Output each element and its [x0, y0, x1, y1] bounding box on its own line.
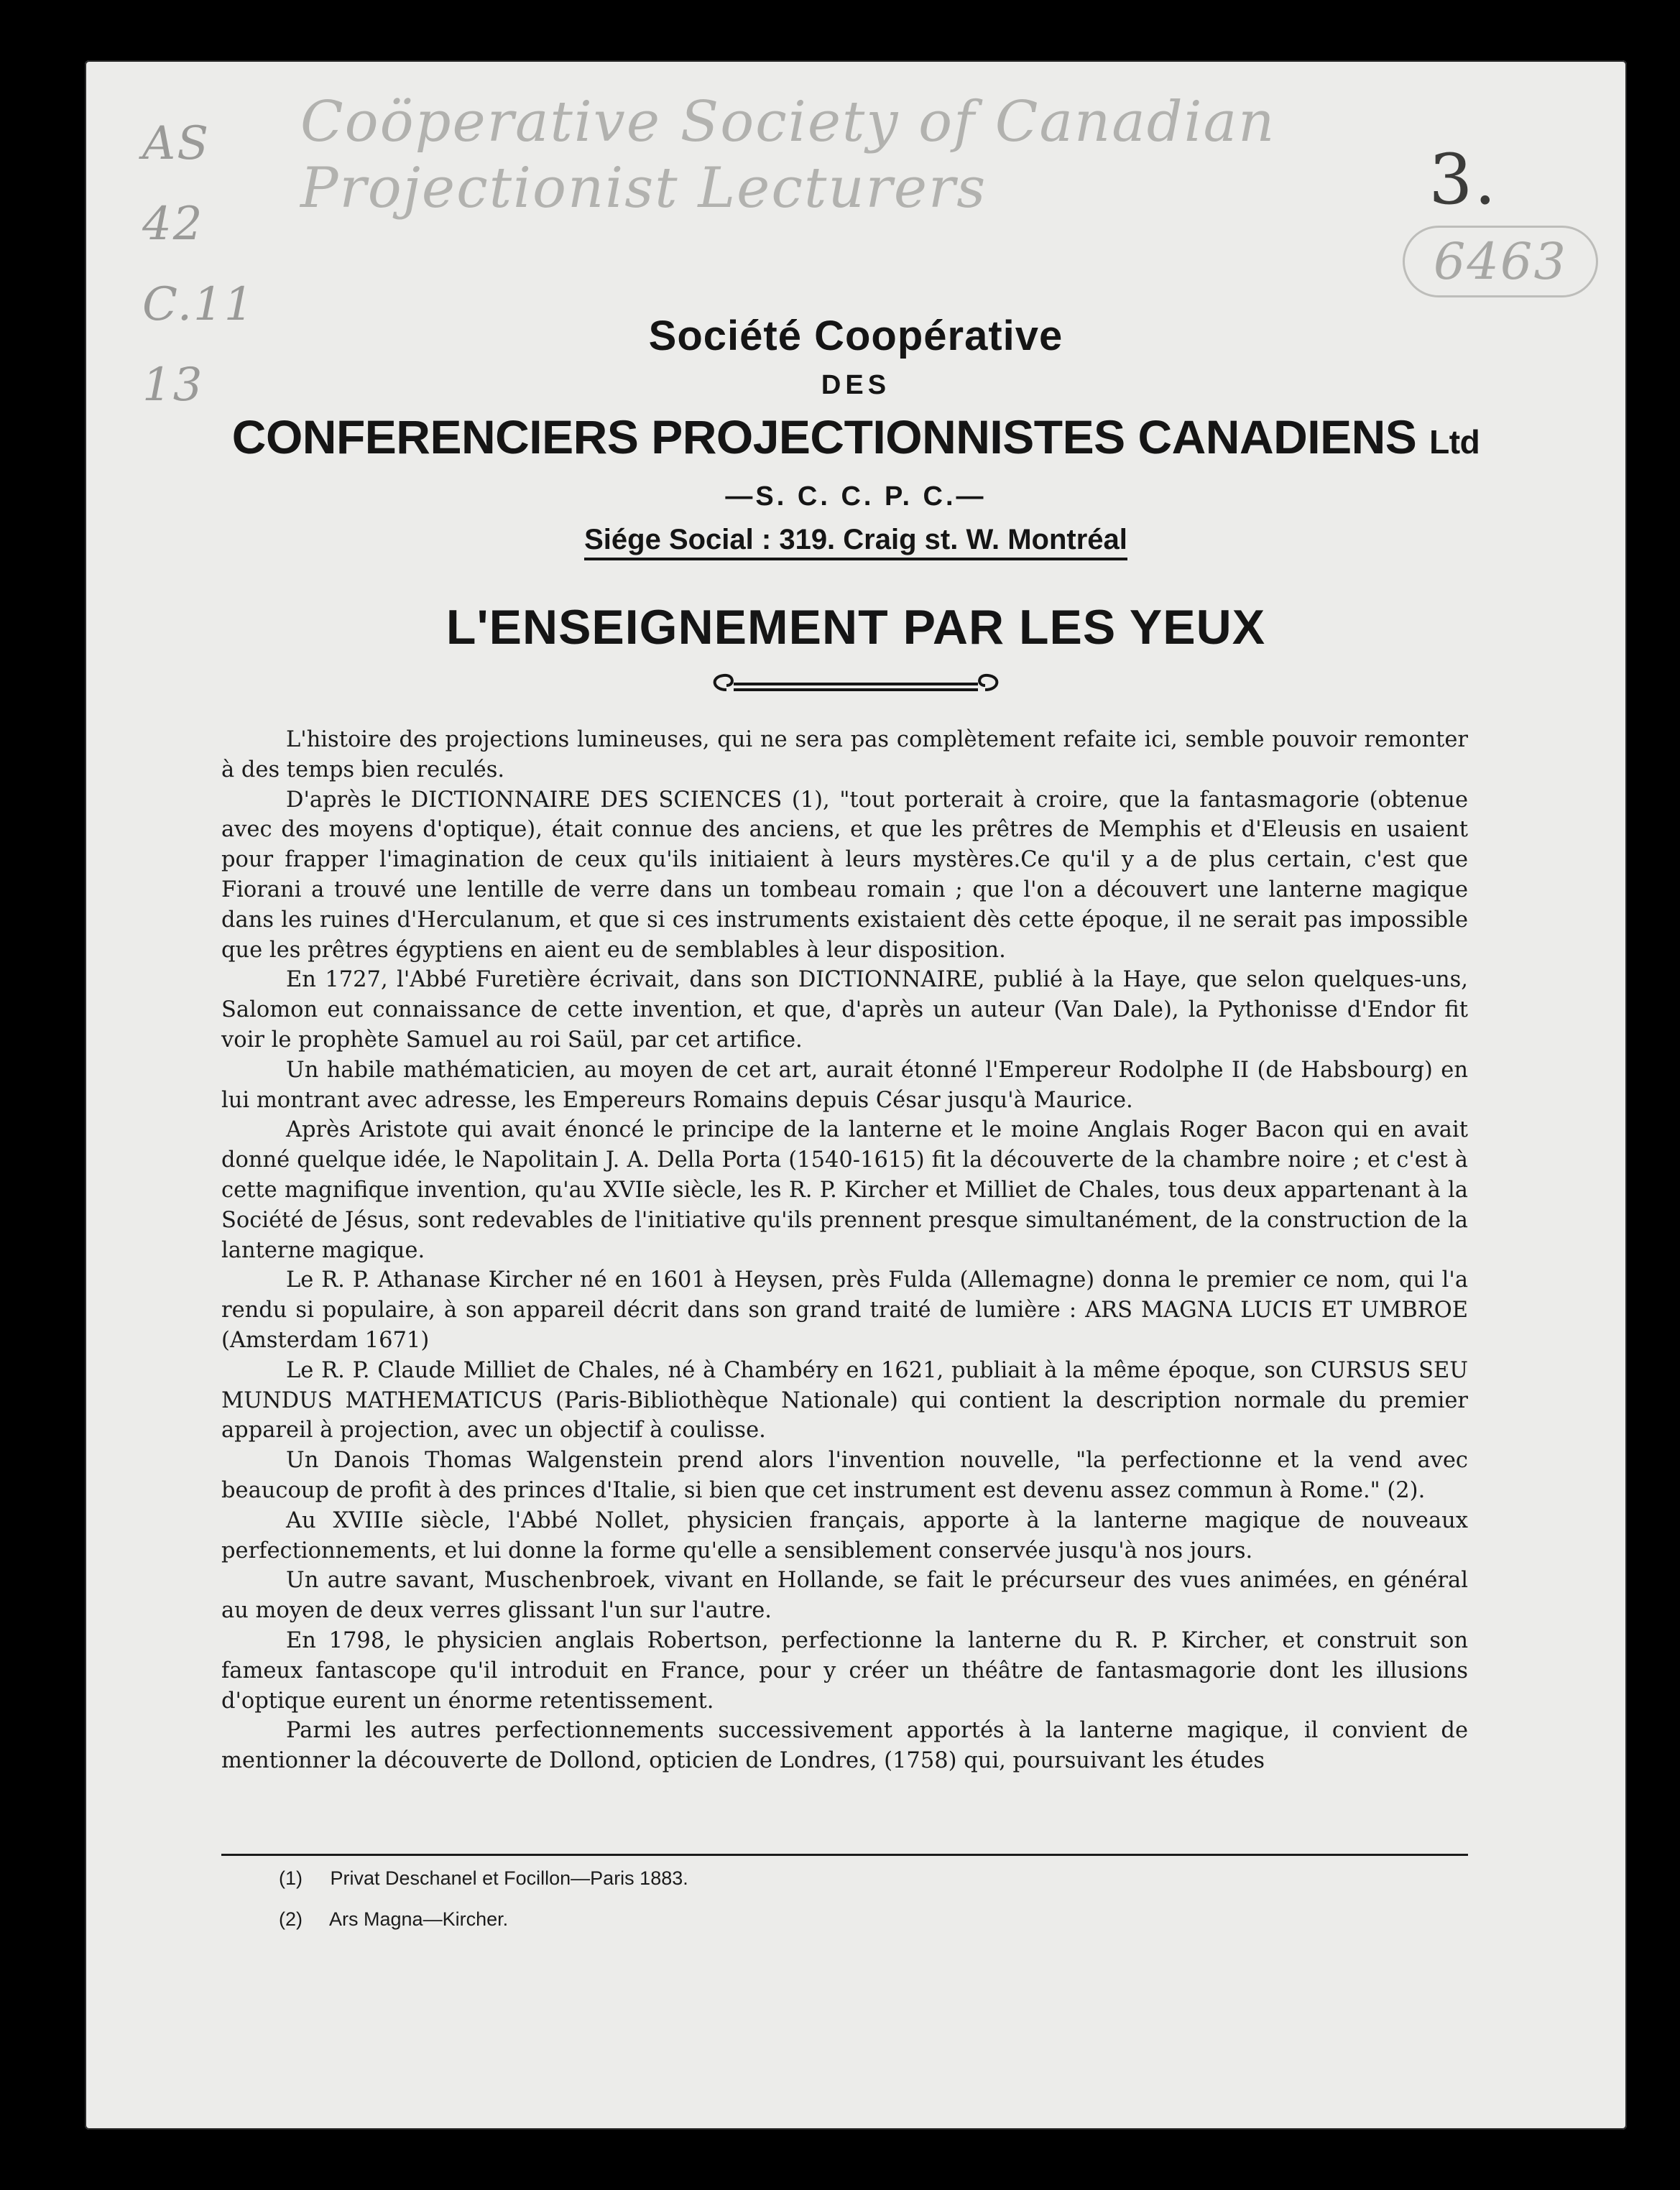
handwritten-title-note: Coöperative Society of Canadian Projectionist Lecturers — [300, 90, 1276, 221]
handwritten-page-number: 3. — [1429, 139, 1497, 220]
footnotes — [279, 1867, 1357, 1949]
scroll-ornament — [705, 668, 1007, 703]
footnote-text: Privat Deschanel et Focillon—Paris 1883. — [330, 1867, 688, 1889]
footnote-text: Ars Magna—Kircher. — [329, 1908, 509, 1930]
footnote-number: (1) — [279, 1867, 303, 1889]
society-des: DES — [821, 370, 891, 400]
organization-abbreviation: —S. C. C. P. C.— — [725, 481, 987, 512]
paragraph: Parmi les autres perfectionnements successivement apportés à la lanterne magique, il convient de mentionner la découverte de Dollond, opticien de Londres, (1758) qui, poursuivant les études — [221, 1718, 1468, 1774]
footnote — [279, 1908, 1357, 1931]
handwritten-code: AS — [142, 117, 211, 170]
handwritten-code: C.11 — [142, 278, 255, 331]
document-title: L'ENSEIGNEMENT PAR LES YEUX — [446, 600, 1266, 655]
paragraph: Un autre savant, Muschenbroek, vivant en Hollande, se fait le précurseur des vues animées, en général au moyen de deux verres glissant l'un sur l'autre. — [221, 1568, 1468, 1624]
letterhead — [85, 312, 1627, 703]
organization-ltd: Ltd — [1429, 423, 1480, 461]
paragraph: L'histoire des projections lumineuses, qui ne sera pas complètement refaite ici, semble pouvoir remonter à des temps bien reculés. — [221, 727, 1468, 782]
footnote — [279, 1867, 1357, 1890]
paragraph: En 1798, le physicien anglais Robertson, perfectionne la lanterne du R. P. Kircher, et construit son fameux fantascope qu'il introduit en France, pour y créer un théâtre de fantasmagorie dont les illusions d'optique eurent un énorme retentissement. — [221, 1627, 1468, 1714]
organization-main: CONFERENCIERS PROJECTIONNISTES CANADIENS — [231, 410, 1417, 463]
organization-name — [85, 410, 1627, 464]
footnote-divider — [221, 1854, 1468, 1856]
paragraph: Au XVIIIe siècle, l'Abbé Nollet, physicien français, apporte à la lanterne magique de nouveaux perfectionnements, et lui donne la forme qu'elle a sensiblement conservée jusqu'à nos jours. — [221, 1507, 1468, 1563]
paragraph: Le R. P. Claude Milliet de Chales, né à Chambéry en 1621, publiait à la même époque, son CURSUS SEU MUNDUS MATHEMATICUS (Paris-Bibliothèque Nationale) qui contient la description normale du premier appareil à projection, avec un objectif à coulisse. — [221, 1357, 1468, 1443]
paragraph: Un habile mathématicien, au moyen de cet art, aurait étonné l'Empereur Rodolphe II (de Habsbourg) en lui montrant avec adresse, les Empereurs Romains depuis César jusqu'à Maurice. — [221, 1057, 1468, 1113]
document-page — [85, 60, 1627, 2130]
paragraph: Un Danois Thomas Walgenstein prend alors l'invention nouvelle, "la perfectionne et la vend avec beaucoup de profit à des princes d'Italie, si bien que cet instrument est devenu assez commun à Rome." (2). — [221, 1448, 1468, 1503]
article-body — [221, 725, 1468, 1776]
handwritten-circled-number: 6463 — [1403, 226, 1598, 297]
handwritten-code: 13 — [142, 359, 204, 412]
paragraph: En 1727, l'Abbé Furetière écrivait, dans son DICTIONNAIRE, publié à la Haye, que selon quelques-uns, Salomon eut connaissance de cette invention, et que, d'après un auteur (Van Dale), la Pythonisse d'Endor fit voir le prophète Samuel au roi Saül, par cet artifice. — [221, 967, 1468, 1053]
footnote-number: (2) — [279, 1908, 303, 1930]
paragraph: Le R. P. Athanase Kircher né en 1601 à Heysen, près Fulda (Allemagne) donna le premier ce nom, qui l'a rendu si populaire, à son appareil décrit dans son grand traité de lumière : ARS MAGNA LUCIS ET UMBROE (Amsterdam 1671) — [221, 1267, 1468, 1353]
paragraph: D'après le DICTIONNAIRE DES SCIENCES (1), "tout porterait à croire, que la fantasmagorie (obtenue avec des moyens d'optique), était connue des anciens, et que les prêtres de Memphis et d'Eleusis en usaient pour frapper l'imagination de ceux qu'ils initiaient à leurs mystères.Ce qu'il y a de plus certain, c'est que Fiorani a trouvé une lentille de verre dans un tombeau romain ; que l'on a découvert une lanterne magique dans les ruines d'Herculanum, et que si ces instruments existaient dès cette époque, il ne serait pas impossible que les prêtres égyptiens en aient eu de semblables à leur disposition. — [221, 787, 1468, 963]
head-office-address: Siége Social : 319. Craig st. W. Montréal — [584, 524, 1127, 560]
handwritten-code: 42 — [142, 198, 204, 251]
society-name: Société Coopérative — [648, 313, 1063, 359]
paragraph: Après Aristote qui avait énoncé le principe de la lanterne et le moine Anglais Roger Bacon qui en avait donné quelque idée, le Napolitain J. A. Della Porta (1540-1615) fit la découverte de la chambre noire ; et c'est à cette magnifique invention, qu'au XVIIe siècle, les R. P. Kircher et Milliet de Chales, tous deux appartenant à la Société de Jésus, sont redevables de l'initiative qu'ils prennent presque simultanément, de la construction de la lanterne magique. — [221, 1117, 1468, 1263]
